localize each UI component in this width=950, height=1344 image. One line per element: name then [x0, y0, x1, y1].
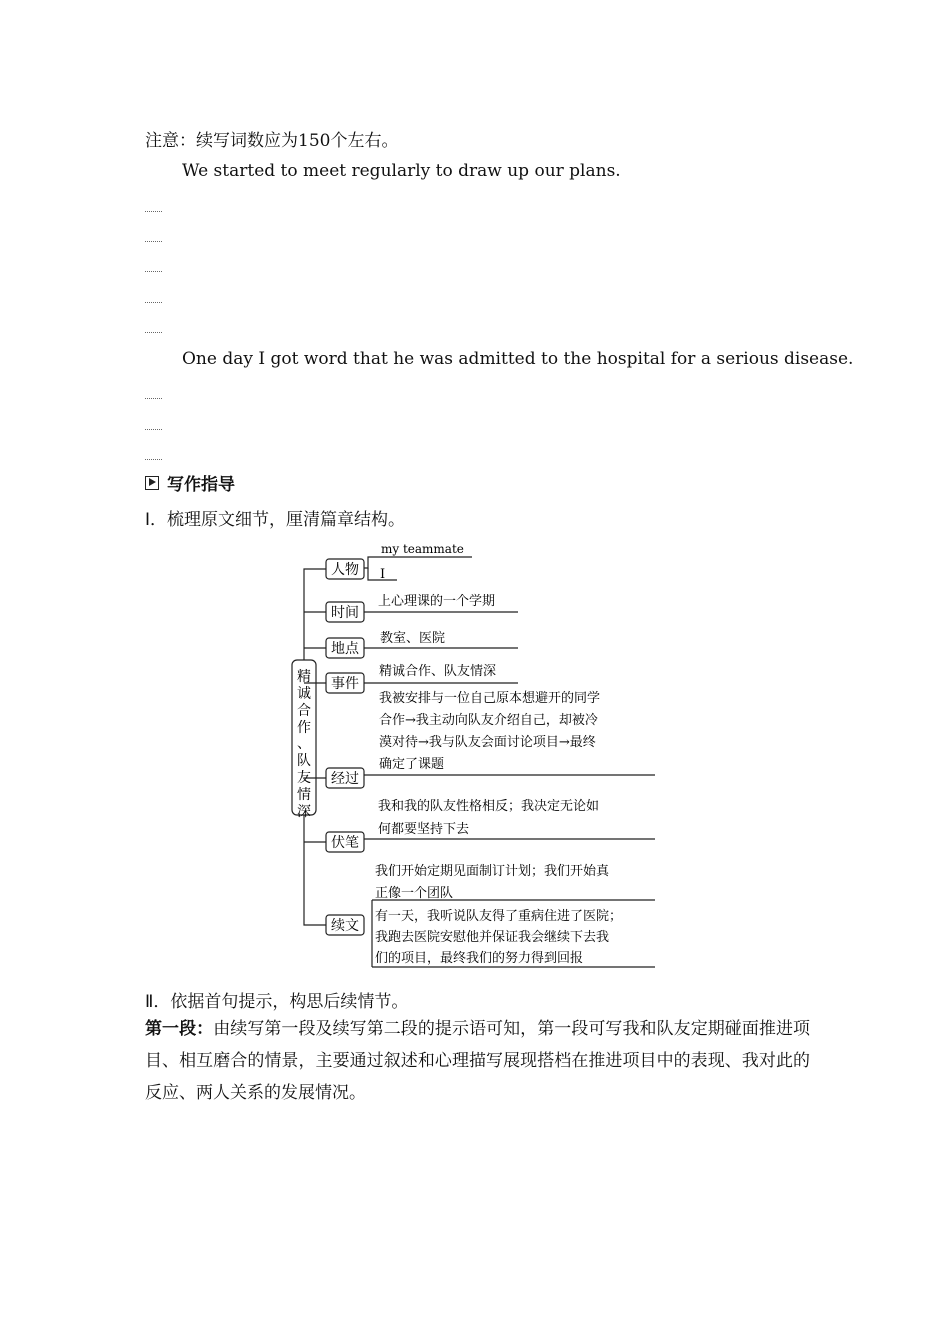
- root-char: 队: [297, 753, 311, 769]
- blank-line: [145, 398, 162, 399]
- category-place: 地点: [331, 641, 359, 657]
- continuation-line: 我们开始定期见面制订计划；我们开始真: [375, 864, 610, 879]
- prompt-sentence-2: One day I got word that he was admitted to the hospital for a serious disease.: [182, 349, 854, 369]
- section-2-heading: Ⅱ．依据首句提示，构思后续情节。: [145, 992, 409, 1012]
- continuation-box-line: 有一天，我听说队友得了重病住进了医院；: [375, 909, 623, 924]
- continuation-line: 正像一个团队: [375, 886, 454, 901]
- category-process: 经过: [331, 771, 359, 787]
- category-foreshadow: 伏笔: [331, 835, 359, 851]
- continuation-box-line: 们的项目，最终我们的努力得到回报: [375, 951, 584, 966]
- word-count-note: 注意：续写词数应为150个左右。: [145, 131, 399, 151]
- writing-guide-title: 写作指导: [167, 475, 235, 495]
- people-teammate: my teammate: [381, 542, 464, 556]
- blank-line: [145, 459, 162, 460]
- paragraph-label: 第一段：: [145, 1019, 214, 1039]
- root-char: 深: [297, 804, 311, 820]
- process-line: 漠对待→我与队友会面讨论项目→最终: [379, 735, 596, 750]
- foreshadow-line: 我和我的队友性格相反；我决定无论如: [378, 799, 600, 814]
- process-line: 我被安排与一位自己原本想避开的同学: [379, 691, 601, 706]
- root-char: 精: [297, 669, 311, 685]
- people-i: I: [380, 567, 386, 582]
- prompt-sentence-1: We started to meet regularly to draw up our plans.: [182, 161, 621, 181]
- category-people: 人物: [331, 562, 359, 578]
- root-char: 、: [297, 736, 311, 752]
- root-char: 合: [297, 703, 311, 719]
- paragraph-1-guidance: [145, 1013, 810, 1109]
- root-char: 作: [297, 720, 311, 736]
- category-event: 事件: [331, 676, 359, 692]
- diagram-root-text: [297, 668, 311, 820]
- time-text: 上心理课的一个学期: [378, 594, 496, 609]
- foreshadow-line: 何都要坚持下去: [378, 822, 470, 837]
- blank-line: [145, 211, 162, 212]
- blank-line: [145, 332, 162, 333]
- root-char: 情: [297, 787, 311, 803]
- process-line: 确定了课题: [379, 757, 445, 772]
- process-line: 合作→我主动向队友介绍自己，却被冷: [379, 713, 598, 728]
- writing-guide-heading: [145, 470, 235, 495]
- structure-diagram: [0, 535, 950, 975]
- category-time: 时间: [331, 605, 359, 621]
- event-text: 精诚合作、队友情深: [379, 664, 497, 679]
- blank-line: [145, 271, 162, 272]
- root-char: 友: [297, 770, 311, 786]
- place-text: 教室、医院: [380, 631, 446, 646]
- continuation-box-line: 我跑去医院安慰他并保证我会继续下去我: [375, 930, 610, 945]
- blank-line: [145, 241, 162, 242]
- root-char: 诚: [297, 686, 311, 702]
- section-1-heading: Ⅰ．梳理原文细节，厘清篇章结构。: [145, 510, 406, 530]
- category-continuation: 续文: [331, 918, 359, 934]
- paragraph-text: 由续写第一段及续写第二段的提示语可知，第一段可写我和队友定期碰面推进项目、相互磨合的情景，主要通过叙述和心理描写展现搭档在推进项目中的表现、我对此的反应、两人关系的发展情况。: [145, 1019, 811, 1103]
- play-icon: [145, 476, 159, 490]
- blank-line: [145, 302, 162, 303]
- blank-line: [145, 429, 162, 430]
